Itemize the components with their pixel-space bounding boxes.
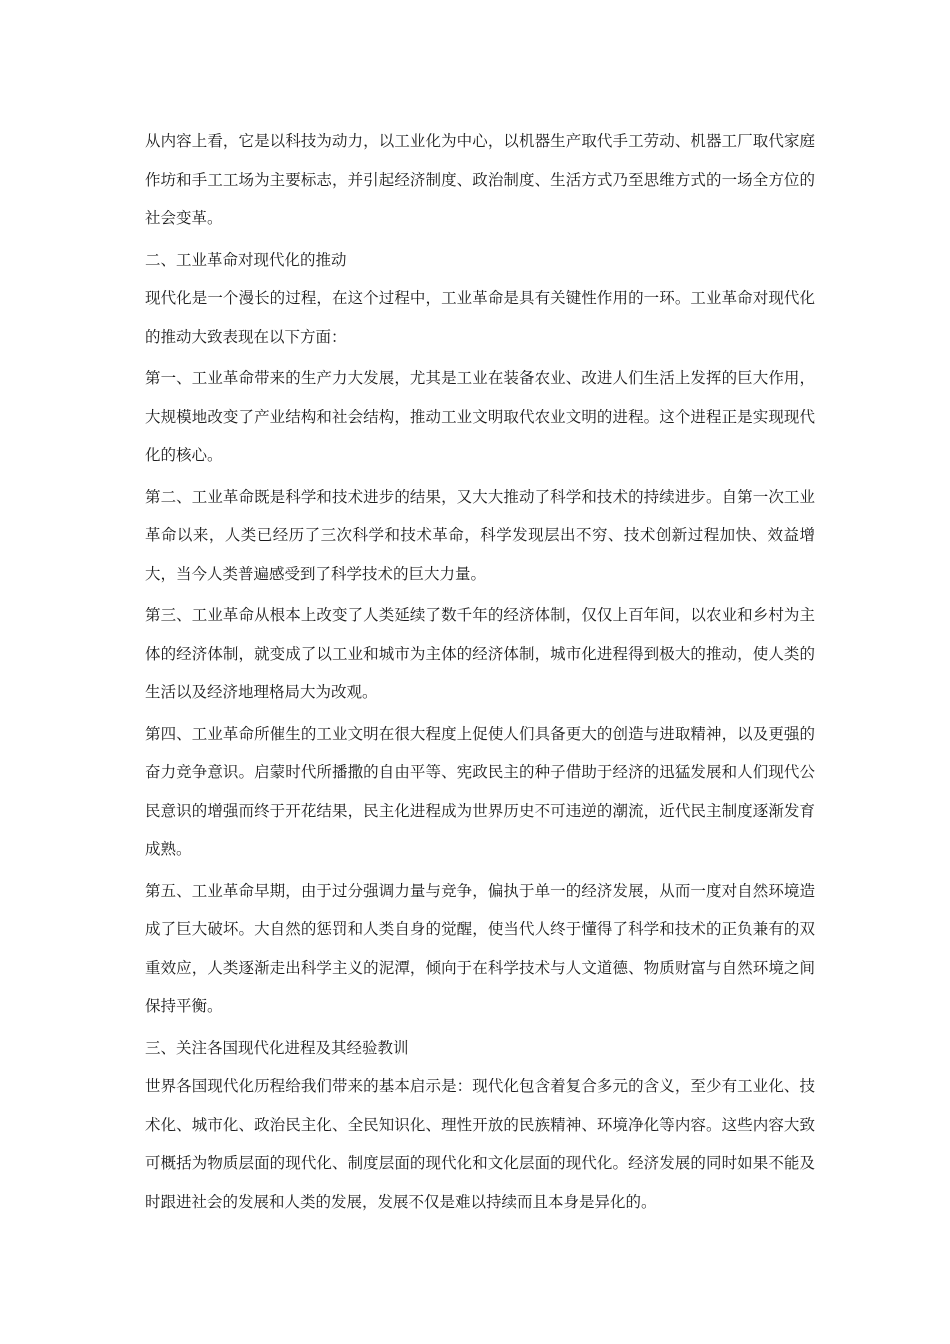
paragraph-lessons: 世界各国现代化历程给我们带来的基本启示是：现代化包含着复合多元的含义，至少有工业化、技术化、城市化、政治民主化、全民知识化、理性开放的民族精神、环境净化等内容。这些内容大致可概括为物质层面的现代化、制度层面的现代化和文化层面的现代化。经济发展的同时如果不能及时跟进社会的发展和人类的发展，发展不仅是难以持续而且本身是异化的。 — [145, 1077, 815, 1211]
paragraph-intro: 从内容上看，它是以科技为动力，以工业化为中心，以机器生产取代手工劳动、机器工厂取代家庭作坊和手工工场为主要标志，并引起经济制度、政治制度、生活方式乃至思维方式的一场全方位的社会变革。 — [145, 132, 815, 227]
paragraph-point-4: 第四、工业革命所催生的工业文明在很大程度上促使人们具备更大的创造与进取精神，以及更强的奋力竞争意识。启蒙时代所播撒的自由平等、宪政民主的种子借助于经济的迅猛发展和人们现代公民意识的增强而终于开花结果，民主化进程成为世界历史不可违逆的潮流，近代民主制度逐渐发育成熟。 — [145, 724, 815, 858]
paragraph-point-3: 第三、工业革命从根本上改变了人类延续了数千年的经济体制，仅仅上百年间，以农业和乡村为主体的经济体制，就变成了以工业和城市为主体的经济体制，城市化进程得到极大的推动，使人类的生活以及经济地理格局大为改观。 — [145, 606, 815, 701]
section-heading-2: 二、工业革命对现代化的推动 — [145, 250, 347, 269]
document-body — [145, 122, 815, 1224]
paragraph-point-1: 第一、工业革命带来的生产力大发展，尤其是工业在装备农业、改进人们生活上发挥的巨大作用，大规模地改变了产业结构和社会结构，推动工业文明取代农业文明的进程。这个进程正是实现现代化的核心。 — [145, 369, 815, 464]
paragraph-point-2: 第二、工业革命既是科学和技术进步的结果，又大大推动了科学和技术的持续进步。自第一次工业革命以来，人类已经历了三次科学和技术革命，科学发现层出不穷、技术创新过程加快、效益增大，当今人类普遍感受到了科学技术的巨大力量。 — [145, 487, 815, 583]
paragraph-point-5: 第五、工业革命早期，由于过分强调力量与竞争，偏执于单一的经济发展，从而一度对自然环境造成了巨大破坏。大自然的惩罚和人类自身的觉醒，使当代人终于懂得了科学和技术的正负兼有的双重效应，人类逐渐走出科学主义的泥潭，倾向于在科学技术与人文道德、物质财富与自然环境之间保持平衡。 — [145, 881, 815, 1015]
section-heading-3: 三、关注各国现代化进程及其经验教训 — [145, 1038, 409, 1057]
paragraph-modernization: 现代化是一个漫长的过程，在这个过程中，工业革命是具有关键性作用的一环。工业革命对现代化的推动大致表现在以下方面： — [145, 289, 815, 346]
